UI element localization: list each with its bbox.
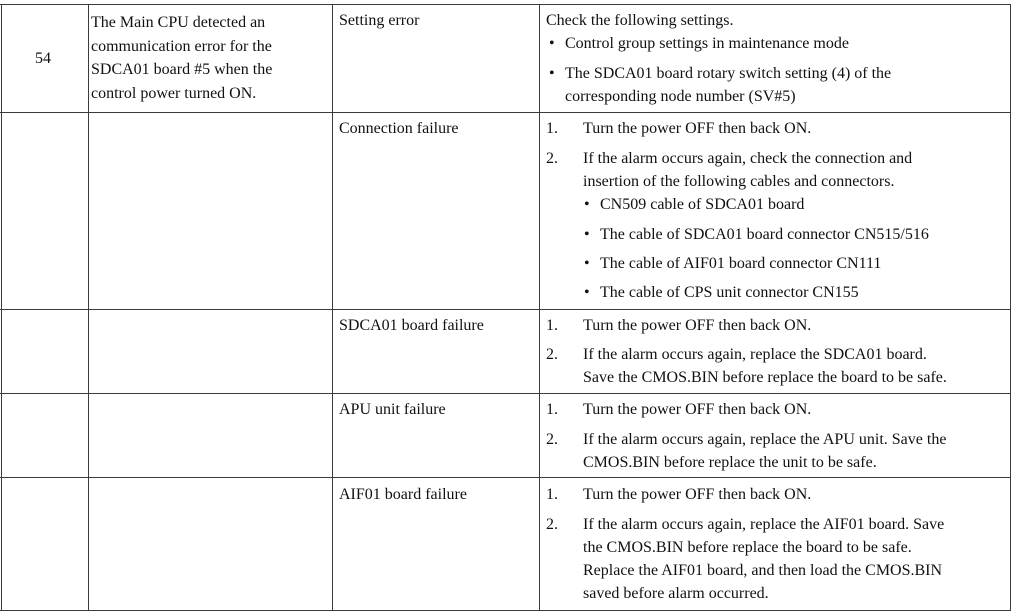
step-number: 2. xyxy=(546,346,558,363)
row-divider xyxy=(0,610,1011,611)
cable-item: The cable of AIF01 board connector CN111 xyxy=(600,255,882,272)
cause-aif01-board-failure: AIF01 board failure xyxy=(339,486,467,503)
alarm-number: 54 xyxy=(35,50,51,67)
remedy-step: Save the CMOS.BIN before replace the board to be safe. xyxy=(583,369,947,386)
cause-setting-error: Setting error xyxy=(339,12,420,29)
cable-item: CN509 cable of SDCA01 board xyxy=(600,196,805,213)
remedy-step: Turn the power OFF then back ON. xyxy=(583,401,812,418)
cause-sdca01-board-failure: SDCA01 board failure xyxy=(339,317,484,334)
remedy-step: CMOS.BIN before replace the unit to be safe. xyxy=(583,454,877,471)
remedy-step: Replace the AIF01 board, and then load the CMOS.BIN xyxy=(583,562,943,579)
step-number: 1. xyxy=(546,120,558,137)
step-number: 2. xyxy=(546,516,558,533)
remedy-step: If the alarm occurs again, check the connection and xyxy=(583,150,913,167)
bullet-icon: • xyxy=(584,196,590,213)
description-line: communication error for the xyxy=(91,38,272,55)
row-divider xyxy=(0,393,1011,394)
column-divider xyxy=(539,4,540,611)
remedy-step: Turn the power OFF then back ON. xyxy=(583,120,812,137)
remedy-step: insertion of the following cables and connectors. xyxy=(583,173,895,190)
step-number: 1. xyxy=(546,486,558,503)
column-divider xyxy=(88,4,89,611)
remedy-step: saved before alarm occurred. xyxy=(583,585,769,602)
remedy-bullet: The SDCA01 board rotary switch setting (4) of the xyxy=(565,65,892,82)
description-line: control power turned ON. xyxy=(91,85,257,102)
description-line: The Main CPU detected an xyxy=(91,14,266,31)
remedy-step: Turn the power OFF then back ON. xyxy=(583,486,812,503)
step-number: 1. xyxy=(546,317,558,334)
bullet-icon: • xyxy=(549,35,555,52)
row-divider xyxy=(0,477,1011,478)
remedy-step: If the alarm occurs again, replace the AIF01 board. Save xyxy=(583,516,945,533)
remedy-step: Turn the power OFF then back ON. xyxy=(583,317,812,334)
row-divider xyxy=(0,4,1011,5)
table-border-left xyxy=(1,4,2,611)
cable-item: The cable of CPS unit connector CN155 xyxy=(600,284,859,301)
remedy-intro: Check the following settings. xyxy=(546,12,734,29)
remedy-bullet: Control group settings in maintenance mode xyxy=(565,35,849,52)
step-number: 2. xyxy=(546,150,558,167)
remedy-bullet: corresponding node number (SV#5) xyxy=(565,88,796,105)
bullet-icon: • xyxy=(584,284,590,301)
cause-apu-unit-failure: APU unit failure xyxy=(339,401,446,418)
cause-connection-failure: Connection failure xyxy=(339,120,459,137)
bullet-icon: • xyxy=(549,65,555,82)
description-line: SDCA01 board #5 when the xyxy=(91,61,273,78)
step-number: 2. xyxy=(546,431,558,448)
bullet-icon: • xyxy=(584,255,590,272)
column-divider xyxy=(332,4,333,611)
remedy-step: If the alarm occurs again, replace the APU unit. Save the xyxy=(583,431,947,448)
table-border-right xyxy=(1010,4,1011,611)
row-divider xyxy=(0,112,1011,113)
remedy-step: the CMOS.BIN before replace the board to be safe. xyxy=(583,539,912,556)
cable-item: The cable of SDCA01 board connector CN515/516 xyxy=(600,226,929,243)
step-number: 1. xyxy=(546,401,558,418)
remedy-step: If the alarm occurs again, replace the SDCA01 board. xyxy=(583,346,927,363)
row-divider xyxy=(0,309,1011,310)
bullet-icon: • xyxy=(584,226,590,243)
